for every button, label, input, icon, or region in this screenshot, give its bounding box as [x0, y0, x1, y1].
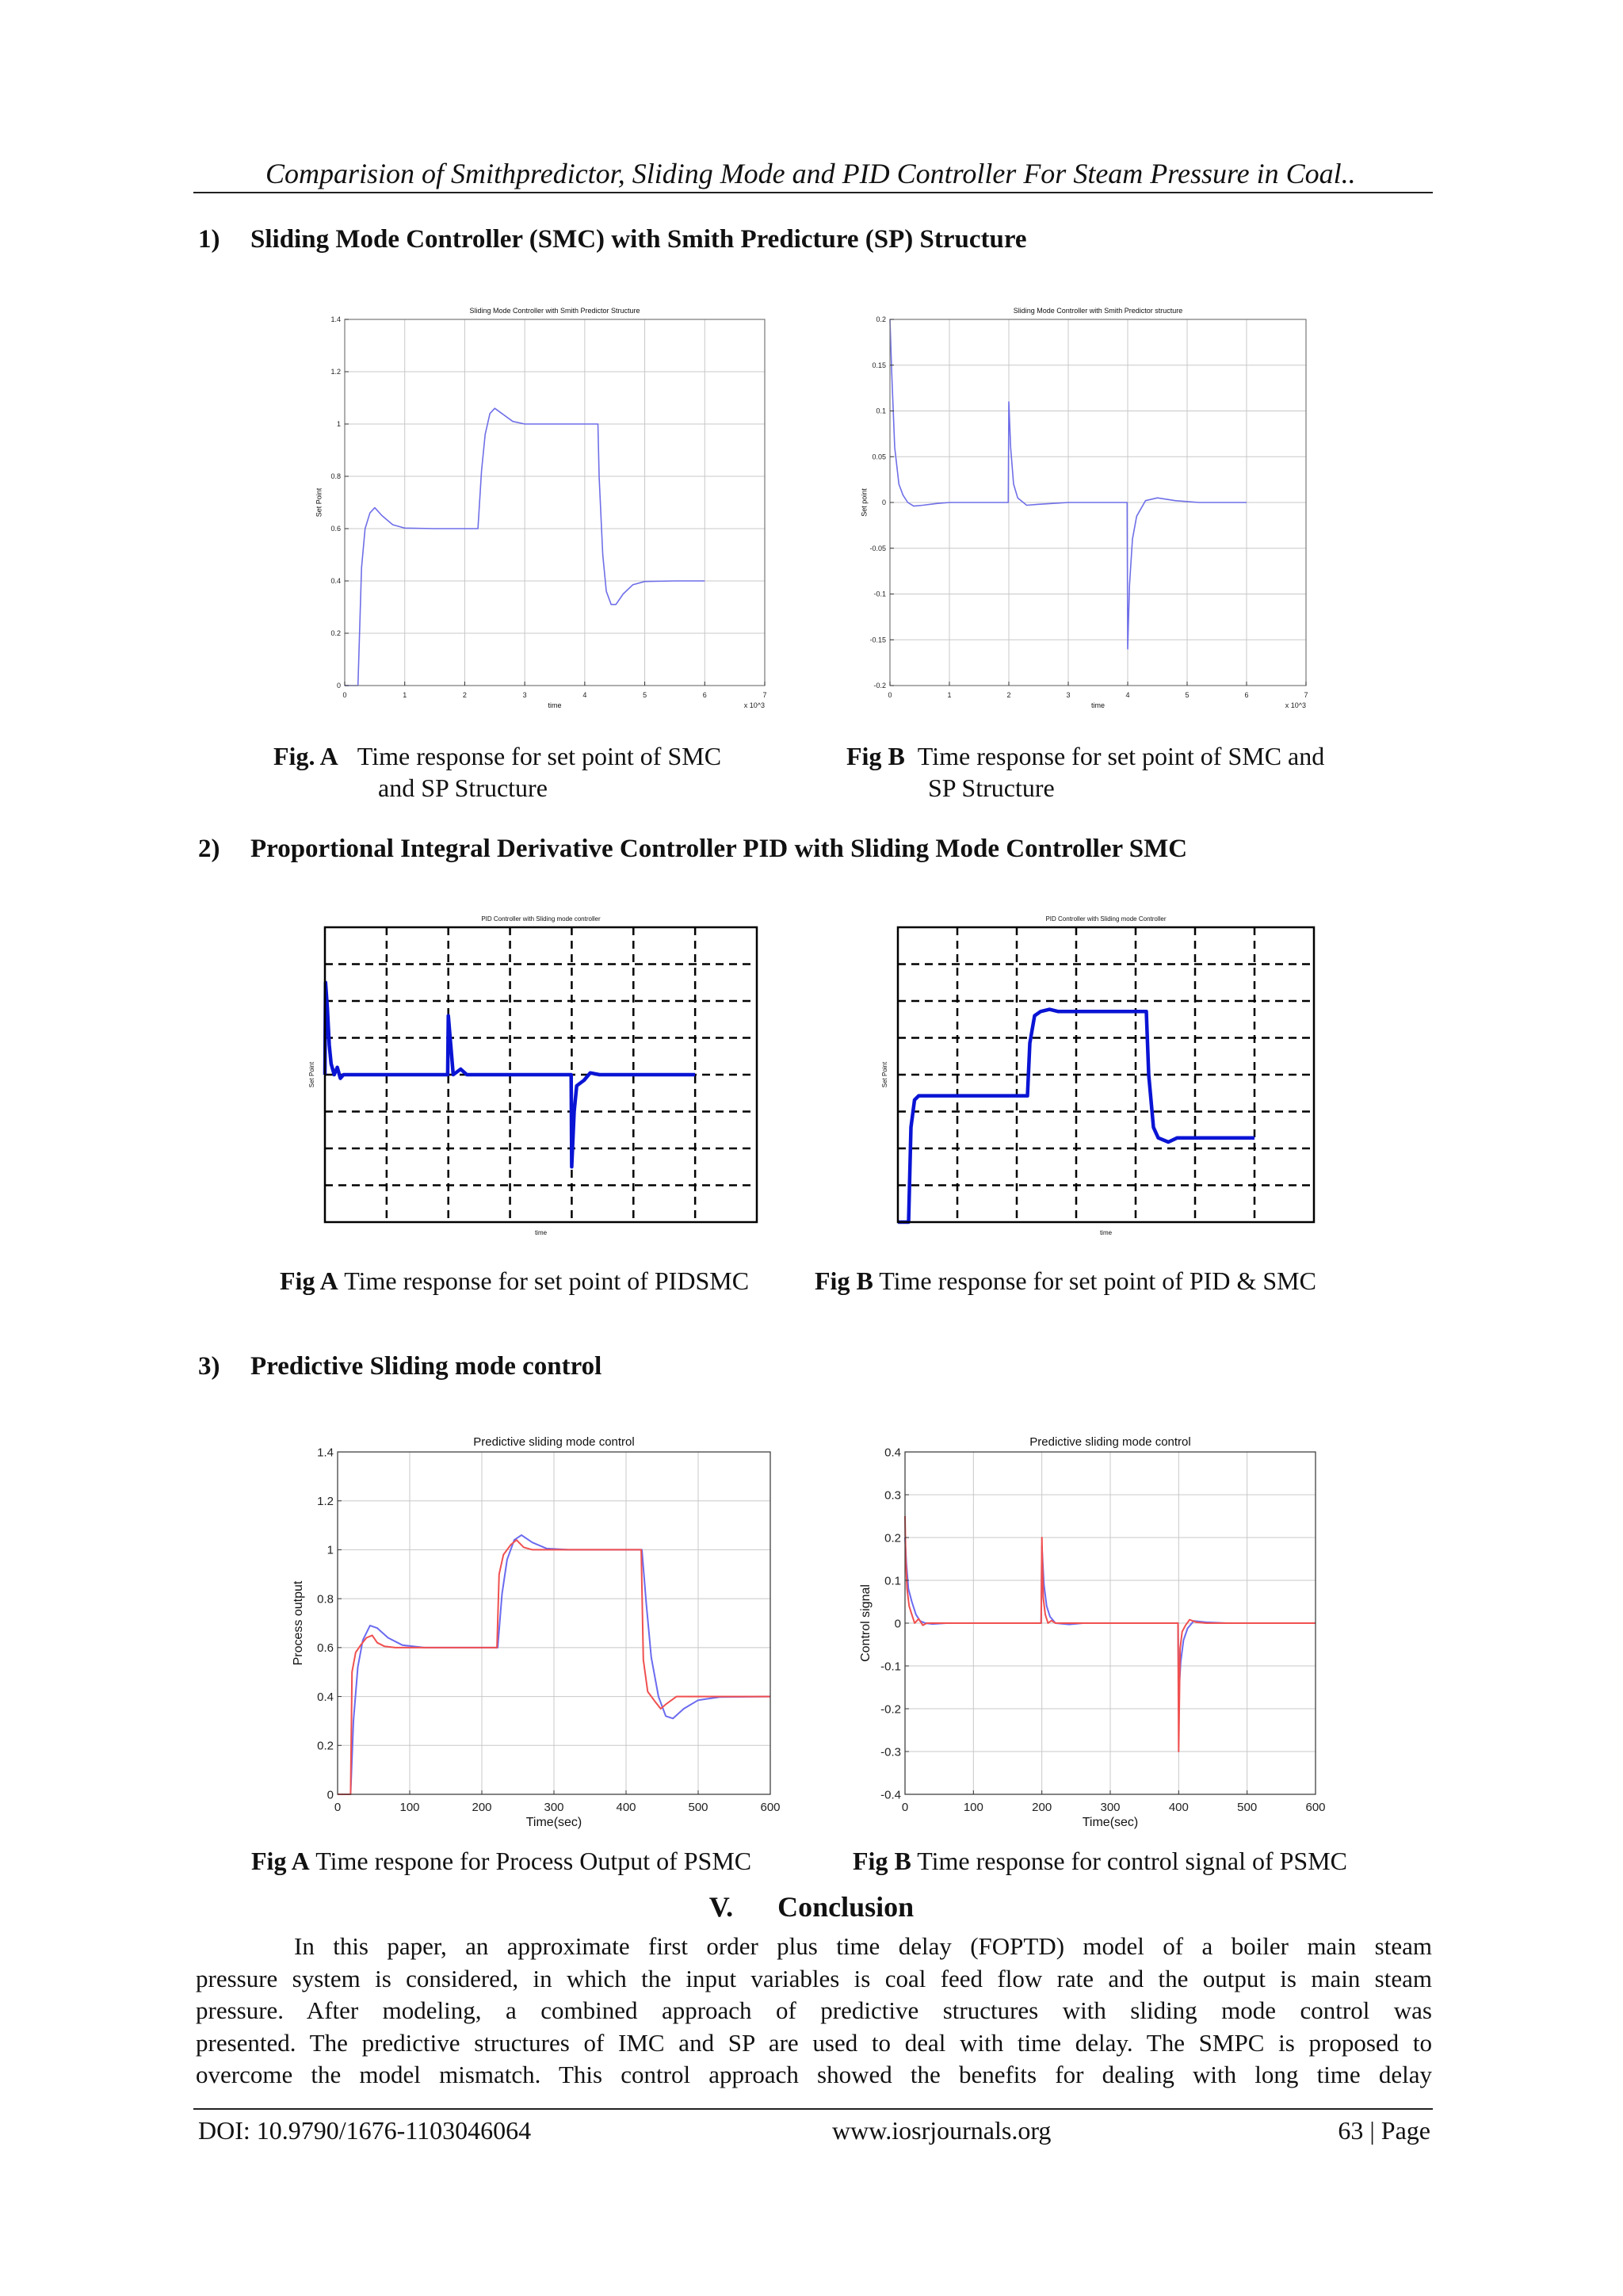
paragraph-line: overcome the model mismatch. This control approach showed the benefits for dealing with long time delay	[196, 2061, 1432, 2088]
heading-number: V.	[708, 1891, 734, 1923]
y-tick-label: 0.3	[884, 1488, 901, 1503]
y-tick-label: -0.3	[880, 1745, 901, 1759]
plot-area	[345, 319, 765, 686]
y-tick-label: 0.4	[317, 1690, 334, 1704]
paragraph-line: pressure system is considered, in which the input variables is coal feed flow rate and the output is main steam	[196, 1964, 1432, 1992]
y-tick-label: 0.1	[876, 407, 886, 415]
y-axis-label: Set Point	[308, 1061, 315, 1088]
x-tick-label: 200	[472, 1801, 492, 1814]
header-rule	[193, 192, 1433, 193]
x-tick-label: 500	[1237, 1801, 1258, 1814]
caption-s2b	[815, 1265, 1316, 1297]
chart-smc-sp-setpoint	[305, 297, 781, 725]
y-tick-label: -0.2	[880, 1702, 901, 1717]
y-tick-label: -0.15	[869, 636, 886, 644]
caption-label: Fig A	[251, 1847, 310, 1875]
caption-text: Time response for set point of PIDSMC	[338, 1266, 750, 1295]
y-tick-label: 0	[881, 499, 886, 507]
y-tick-label: 1	[327, 1543, 334, 1557]
x-tick-label: 7	[1304, 691, 1308, 699]
x-tick-label: 4	[582, 691, 587, 699]
caption-label: Fig B	[853, 1847, 911, 1875]
x-tick-label: 100	[399, 1801, 420, 1814]
paragraph-line: presented. The predictive structures of IMC and SP are used to deal with time delay. The SMPC is proposed to	[196, 2028, 1432, 2057]
y-tick-label: 1	[336, 420, 341, 429]
y-tick-label: -0.4	[880, 1788, 901, 1802]
section-title: Predictive Sliding mode control	[250, 1352, 602, 1381]
footer-rule	[193, 2108, 1433, 2110]
caption-text: Time response for control signal of PSMC	[911, 1847, 1348, 1875]
x-tick-label: 6	[1244, 691, 1249, 699]
y-tick-label: 0.15	[872, 361, 886, 369]
x-tick-label: 3	[522, 691, 527, 699]
y-tick-label: -0.1	[880, 1660, 901, 1674]
y-tick-label: 1.2	[317, 1494, 334, 1508]
caption-s2a	[280, 1265, 749, 1297]
paragraph-line: pressure. After modeling, a combined approach of predictive structures with sliding mode control was	[196, 1996, 1432, 2024]
x-tick-label: 400	[616, 1801, 636, 1814]
x-tick-label: 100	[963, 1801, 983, 1814]
x-axis-label: Time(sec)	[1082, 1816, 1139, 1829]
y-tick-label: 0.8	[330, 472, 341, 481]
caption-label: Fig. A	[273, 742, 338, 770]
footer-page: 63 | Page	[1338, 2116, 1430, 2145]
y-tick-label: 0.1	[884, 1574, 901, 1588]
footer-site: www.iosrjournals.org	[832, 2116, 1052, 2145]
x-tick-label: 1	[947, 691, 952, 699]
x-tick-label: 2	[462, 691, 467, 699]
caption-label: Fig A	[280, 1266, 338, 1295]
caption-s3a	[251, 1845, 751, 1877]
x-tick-label: 400	[1168, 1801, 1189, 1814]
x-tick-label: 600	[1305, 1801, 1326, 1814]
running-title: Comparision of Smithpredictor, Sliding Mode and PID Controller For Steam Pressure in Coal..	[265, 158, 1356, 189]
chart-smc-sp-setpoint-b	[846, 297, 1322, 725]
y-tick-label: 0.2	[317, 1739, 334, 1753]
x-axis-label: time	[548, 701, 562, 709]
y-tick-label: 1.2	[330, 368, 341, 376]
x-multiplier-label: x 10^3	[1285, 701, 1306, 709]
caption-text-line2: and SP Structure	[378, 774, 548, 802]
y-tick-label: 0.6	[317, 1641, 334, 1656]
x-tick-label: 0	[901, 1801, 909, 1814]
caption-s1b	[846, 740, 1401, 804]
x-tick-label: 6	[702, 691, 707, 699]
chart-psmc-control-signal	[854, 1420, 1339, 1840]
y-tick-label: 0.2	[330, 629, 341, 638]
x-tick-label: 0	[342, 691, 347, 699]
caption-text-line2: SP Structure	[928, 774, 1055, 802]
y-axis-label: Control signal	[859, 1584, 873, 1662]
y-tick-label: 0.2	[884, 1531, 901, 1545]
x-axis-label: time	[534, 1229, 548, 1236]
x-axis-label: time	[1090, 701, 1106, 709]
y-axis-label: Set point	[860, 488, 869, 517]
conclusion-heading	[0, 1890, 1623, 1924]
y-tick-label: 0.8	[317, 1592, 334, 1606]
x-tick-label: 200	[1032, 1801, 1052, 1814]
x-axis-label: time	[1099, 1229, 1113, 1236]
y-tick-label: 1.4	[317, 1446, 334, 1460]
y-axis-label: Set Point	[881, 1061, 888, 1088]
x-tick-label: 0	[334, 1801, 342, 1814]
x-tick-label: 7	[762, 691, 767, 699]
paragraph-line: In this paper, an approximate first order plus time delay (FOPTD) model of a boiler main steam	[294, 1932, 1432, 1960]
x-tick-label: 2	[1006, 691, 1011, 699]
conclusion-body	[196, 1931, 1432, 2092]
chart-psmc-process-output	[287, 1420, 794, 1840]
x-tick-label: 300	[1100, 1801, 1121, 1814]
caption-label: Fig B	[846, 742, 905, 770]
x-tick-label: 1	[403, 691, 407, 699]
y-tick-label: -0.05	[869, 544, 886, 552]
x-tick-label: 3	[1066, 691, 1071, 699]
caption-s3b	[853, 1845, 1347, 1877]
chart-title: Sliding Mode Controller with Smith Predictor Structure	[469, 307, 640, 315]
y-tick-label: 0.6	[330, 525, 341, 533]
section-title: Proportional Integral Derivative Controller PID with Sliding Mode Controller SMC	[250, 835, 1188, 863]
y-axis-label: Set Point	[315, 487, 323, 518]
chart-title: PID Controller with Sliding mode controller	[481, 915, 601, 923]
y-tick-label: 0	[327, 1788, 334, 1802]
caption-text: Time respone for Process Output of PSMC	[309, 1847, 752, 1875]
x-tick-label: 500	[688, 1801, 708, 1814]
section-heading-2	[198, 835, 1187, 864]
y-tick-label: 0.2	[876, 315, 886, 324]
chart-title: Predictive sliding mode control	[1029, 1435, 1191, 1449]
x-tick-label: 5	[643, 691, 647, 699]
section-heading-1	[198, 225, 1027, 254]
chart-title: PID Controller with Sliding mode Controller	[1045, 915, 1167, 923]
heading-title: Conclusion	[777, 1891, 915, 1923]
x-tick-label: 300	[544, 1801, 564, 1814]
chart-pidsmc-setpoint	[297, 911, 773, 1244]
chart-pid-smc-setpoint	[870, 911, 1330, 1244]
x-axis-label: Time(sec)	[525, 1816, 582, 1829]
section-number: 2)	[198, 835, 220, 863]
caption-s1a	[273, 740, 781, 804]
section-number: 3)	[198, 1352, 220, 1381]
caption-text: Time response for set point of PID & SMC	[873, 1266, 1316, 1295]
y-tick-label: -0.2	[873, 682, 886, 690]
x-tick-label: 5	[1185, 691, 1190, 699]
y-tick-label: -0.1	[873, 590, 886, 598]
y-tick-label: 0.05	[872, 453, 886, 461]
y-tick-label: 0	[336, 682, 341, 690]
y-tick-label: 0.4	[884, 1446, 901, 1460]
y-tick-label: 0.4	[330, 577, 341, 586]
x-tick-label: 600	[760, 1801, 781, 1814]
x-tick-label: 0	[888, 691, 892, 699]
caption-label: Fig B	[815, 1266, 873, 1295]
y-axis-label: Process output	[292, 1580, 305, 1666]
y-tick-label: 1.4	[330, 315, 341, 324]
section-title: Sliding Mode Controller (SMC) with Smith Predicture (SP) Structure	[250, 225, 1027, 254]
y-tick-label: 0	[894, 1617, 901, 1631]
caption-text: Time response for set point of SMC and	[917, 742, 1325, 770]
chart-title: Sliding Mode Controller with Smith Predictor structure	[1013, 307, 1183, 315]
chart-title: Predictive sliding mode control	[473, 1435, 635, 1449]
footer-doi: DOI: 10.9790/1676-1103046064	[198, 2116, 532, 2145]
caption-text: Time response for set point of SMC	[357, 742, 722, 770]
section-number: 1)	[198, 225, 220, 254]
section-heading-3	[198, 1352, 601, 1381]
x-multiplier-label: x 10^3	[743, 701, 765, 709]
x-tick-label: 4	[1125, 691, 1130, 699]
